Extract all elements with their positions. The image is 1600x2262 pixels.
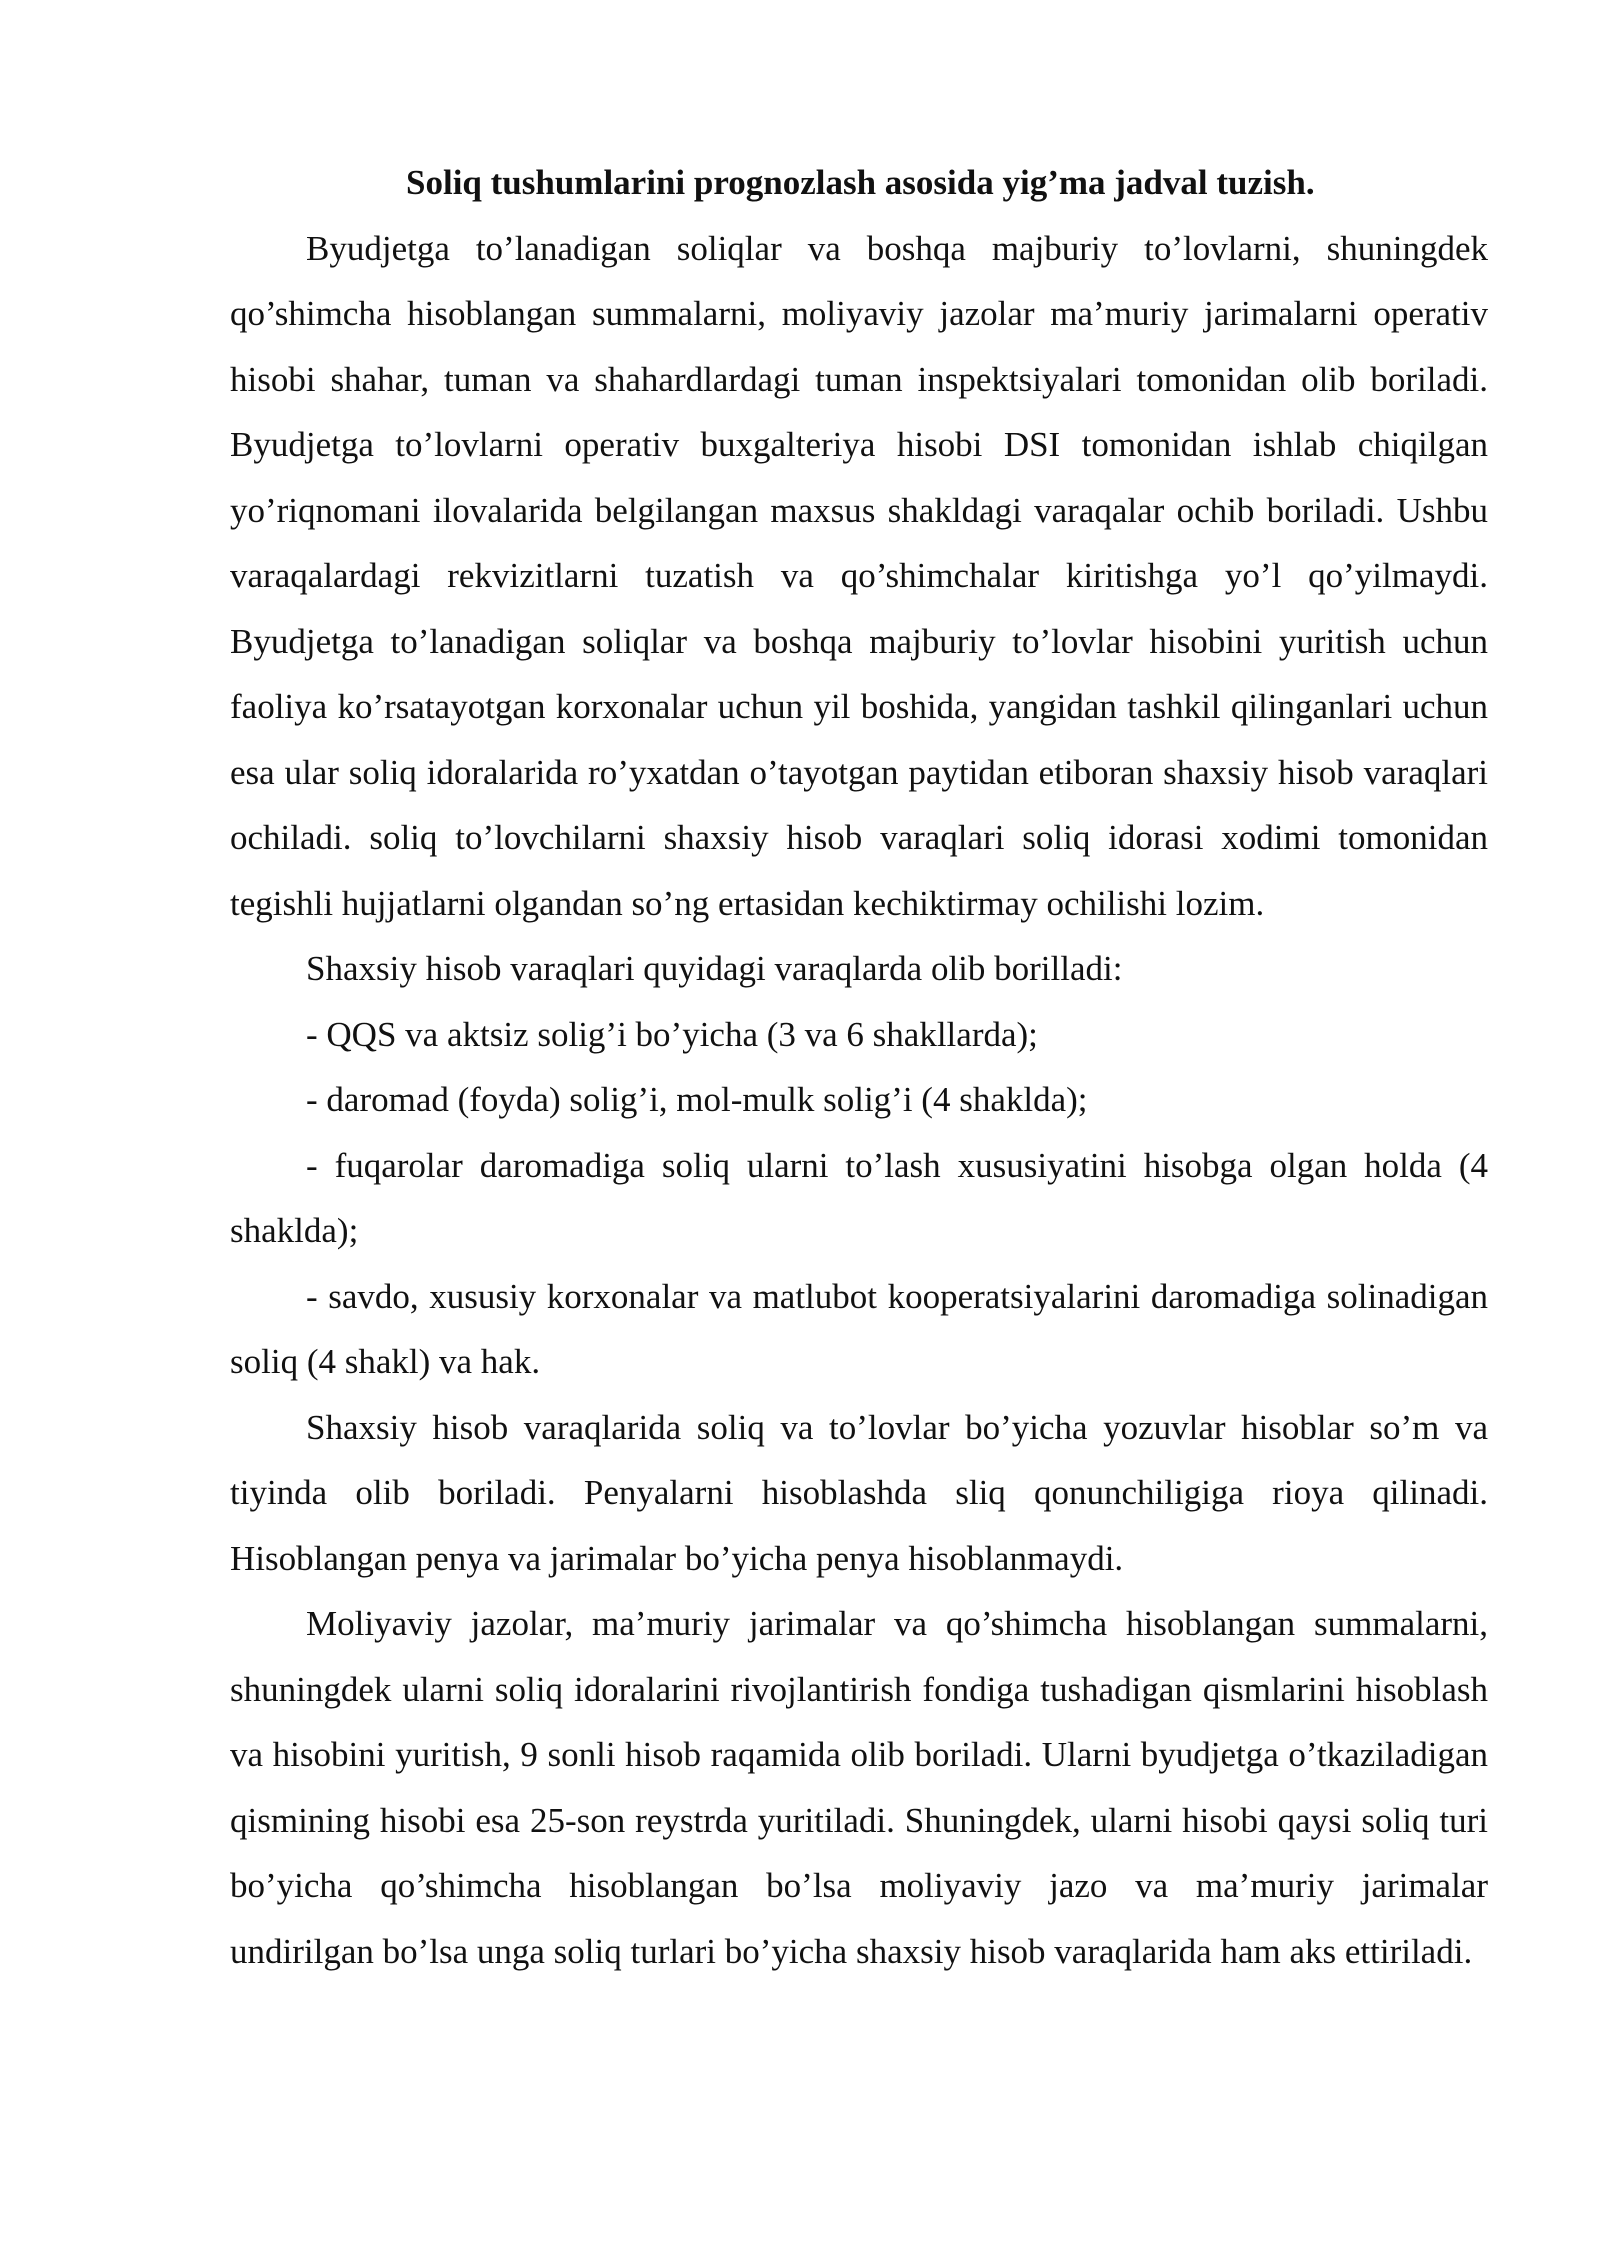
paragraph-fines-accounting: Moliyaviy jazolar, ma’muriy jarimalar va qo’shimcha hisoblangan summalarni, shuningdek ularni soliq idoralarini rivojlantirish fondiga tushadigan qismlarini hisoblash va hisobini yuritish, 9 sonli hisob raqamida olib boriladi. Ularni byudjetga o’tkaziladigan qismining hisobi esa 25-son reystrda yuritiladi. Shuningdek, ularni hisobi qaysi soliq turi bo’yicha qo’shimcha hisoblangan bo’lsa moliyaviy jazo va ma’muriy jarimalar undirilgan bo’lsa unga soliq turlari bo’yicha shaxsiy hisob varaqlarida ham aks ettiriladi. <box>230 1604 1488 1971</box>
list-item-citizens-income: - fuqarolar daromadiga soliq ularni to’lash xususiyatini hisobga olgan holda (4 shaklda); <box>230 1145 1488 1250</box>
list-item-income-property: - daromad (foyda) solig’i, mol-mulk solig’i (4 shaklda); <box>306 1080 1088 1119</box>
list-item-trade-cooperatives: - savdo, xususiy korxonalar va matlubot kooperatsiyalarini daromadiga solinadigan soliq (4 shakl) va hak. <box>230 1276 1488 1381</box>
document-page <box>230 150 1488 1984</box>
list-item-vat-excise: - QQS va aktsiz solig’i bo’yicha (3 va 6 shakllarda); <box>306 1014 1038 1054</box>
paragraph-records-penalties: Shaxsiy hisob varaqlarida soliq va to’lovlar bo’yicha yozuvlar hisoblar so’m va tiyinda olib boriladi. Penyalarni hisoblashda sliq qonunchiligiga rioya qilinadi. Hisoblangan penya va jarimalar bo’yicha penya hisoblanmaydi. <box>230 1407 1488 1578</box>
document-title: Soliq tushumlarini prognozlash asosida yig’ma jadval tuzish. <box>406 163 1315 202</box>
paragraph-operative-accounting: Byudjetga to’lanadigan soliqlar va boshqa majburiy to’lovlarni, shuningdek qo’shimcha hisoblangan summalarni, moliyaviy jazolar ma’muriy jarimalarni operativ hisobi shahar, tuman va shahardlardagi tuman inspektsiyalari tomonidan olib boriladi. Byudjetga to’lovlarni operativ buxgalteriya hisobi DSI tomonidan ishlab chiqilgan yo’riqnomani ilovalarida belgilangan maxsus shakldagi varaqalar ochib boriladi. Ushbu varaqalardagi rekvizitlarni tuzatish va qo’shimchalar kiritishga yo’l qo’yilmaydi. Byudjetga to’lanadigan soliqlar va boshqa majburiy to’lovlar hisobini yuritish uchun faoliya ko’rsatayotgan korxonalar uchun yil boshida, yangidan tashkil qilinganlari uchun esa ular soliq idoralarida ro’yxatdan o’tayotgan paytidan etiboran shaxsiy hisob varaqlari ochiladi. soliq to’lovchilarni shaxsiy hisob varaqlari soliq idorasi xodimi tomonidan tegishli hujjatlarni olgandan so’ng ertasidan kechiktirmay ochilishi lozim. <box>230 228 1488 923</box>
paragraph-account-sheets-intro: Shaxsiy hisob varaqlari quyidagi varaqlarda olib borilladi: <box>306 949 1123 988</box>
